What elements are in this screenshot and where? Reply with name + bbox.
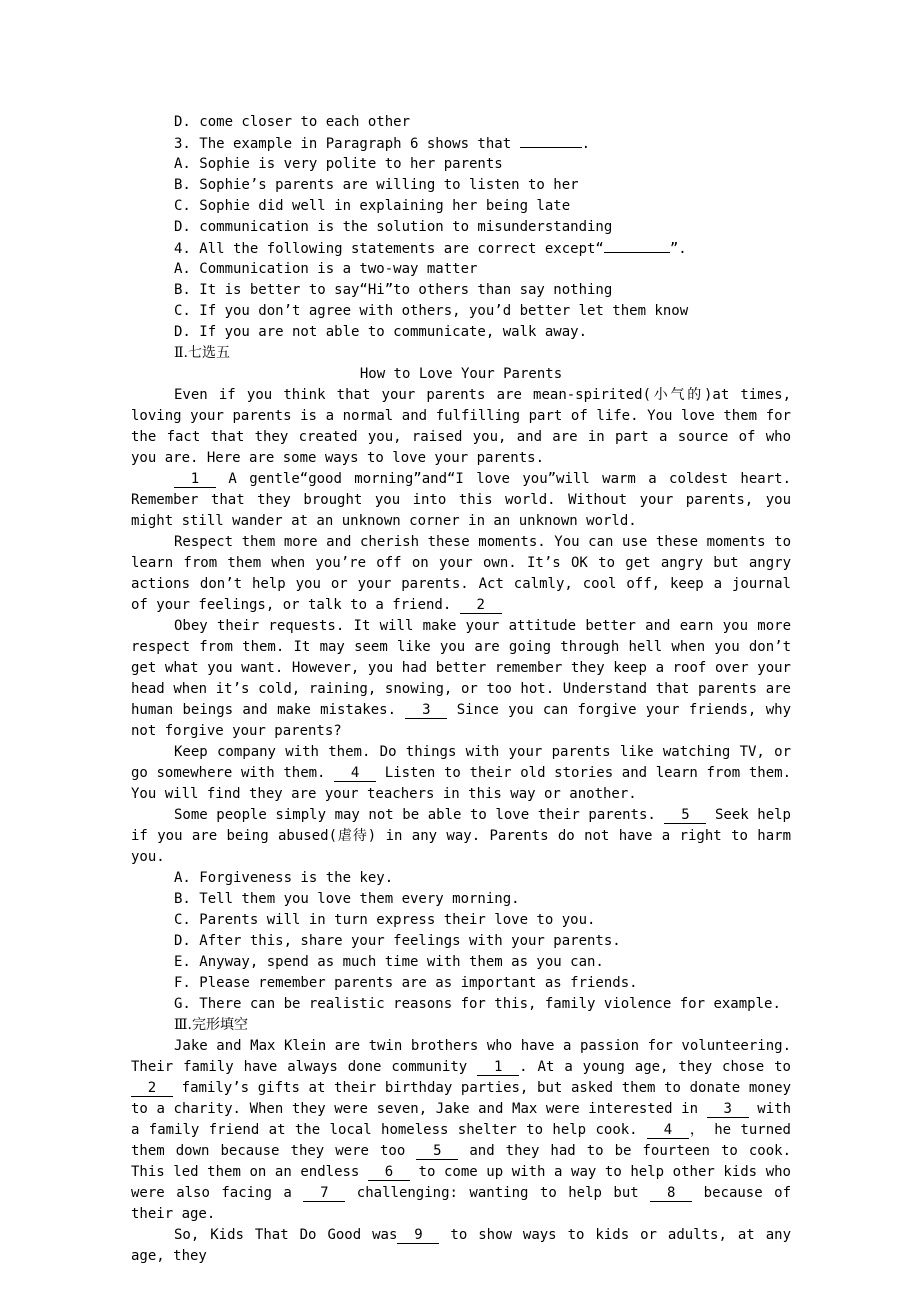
answer-blank[interactable]: 7: [303, 1185, 345, 1202]
document-page: [131, 112, 791, 1267]
question-4-stem-end: ”.: [669, 241, 687, 257]
paragraph-text: with a family friend at the local homeless shelter to help cook.: [131, 1101, 791, 1138]
paragraph-text-tail: Since you can forgive your friends, why not forgive your parents?: [131, 702, 791, 739]
answer-blank[interactable]: 5: [664, 807, 706, 824]
question-4-option-d: D. If you are not able to communicate, walk away.: [174, 324, 588, 340]
paragraph-text: A gentle“good morning”and“I love you”will warm a coldest heart. Remember that they brought you into this world. Without your parents, you might still wander at an unknown corner in an unknown world.: [131, 471, 791, 529]
prev-option-d: D. come closer to each other: [174, 114, 411, 130]
paragraph-text: So, Kids That Do Good was: [174, 1227, 398, 1243]
answer-blank[interactable]: 2: [131, 1080, 173, 1097]
choice-option-a: A. Forgiveness is the key.: [174, 870, 394, 886]
choice-option-e: E. Anyway, spend as much time with them as you can.: [174, 954, 604, 970]
answer-blank[interactable]: 3: [707, 1101, 749, 1118]
answer-blank[interactable]: 4: [647, 1122, 689, 1139]
question-4-stem-text: 4. All the following statements are correct except“: [174, 241, 604, 257]
answer-blank[interactable]: [520, 133, 582, 148]
question-4-stem: [131, 238, 791, 259]
passage-paragraph-2: [131, 469, 791, 532]
question-3-option-a: A. Sophie is very polite to her parents: [174, 156, 503, 172]
paragraph-text: to show ways to kids or adults, at any age, they: [131, 1227, 791, 1264]
section-3-heading: Ⅲ.完形填空: [174, 1017, 248, 1033]
question-3-option-c: C. Sophie did well in explaining her being late: [174, 198, 571, 214]
choice-option-d: D. After this, share your feelings with your parents.: [174, 933, 621, 949]
paragraph-text-tail: Seek help if you are being abused(虐待) in any way. Parents do not have a right to harm you.: [131, 807, 791, 865]
question-4-option-c: C. If you don’t agree with others, you’d better let them know: [174, 303, 689, 319]
passage-paragraph-4: [131, 616, 791, 742]
answer-blank[interactable]: 8: [650, 1185, 692, 1202]
question-3-option-d: D. communication is the solution to misunderstanding: [174, 219, 613, 235]
answer-blank[interactable]: 6: [368, 1164, 410, 1181]
paragraph-text: . At a young age, they chose to: [519, 1059, 791, 1075]
paragraph-text: and they had to be fourteen to cook. This led them on an endless: [131, 1143, 791, 1180]
passage-paragraph-3: [131, 532, 791, 616]
answer-blank[interactable]: [604, 238, 670, 253]
paragraph-text: to come up with a way to help other kids who were also facing a: [131, 1164, 791, 1201]
passage-paragraph-6: [131, 805, 791, 868]
cloze-paragraph-1: [131, 1036, 791, 1225]
cloze-paragraph-2: [131, 1225, 791, 1267]
answer-blank[interactable]: 2: [460, 597, 502, 614]
answer-blank[interactable]: 1: [477, 1059, 519, 1076]
answer-blank[interactable]: 5: [416, 1143, 458, 1160]
question-3-stem-text: 3. The example in Paragraph 6 shows that: [174, 136, 520, 152]
paragraph-text-tail: Listen to their old stories and learn from them. You will find they are your teachers in this way or another.: [131, 765, 791, 802]
paragraph-text: Jake and Max Klein are twin brothers who have a passion for volunteering. Their family have always done community: [131, 1038, 791, 1075]
paragraph-text: ， he turned them down because they were too: [131, 1122, 791, 1159]
choice-option-g: G. There can be realistic reasons for this, family violence for example.: [174, 996, 781, 1012]
question-4-option-a: A. Communication is a two-way matter: [174, 261, 478, 277]
question-4-option-b: B. It is better to say“Hi”to others than say nothing: [174, 282, 613, 298]
answer-blank[interactable]: 1: [174, 471, 216, 488]
answer-blank[interactable]: 9: [397, 1227, 439, 1244]
passage-paragraph-5: [131, 742, 791, 805]
answer-blank[interactable]: 3: [405, 702, 447, 719]
choice-option-c: C. Parents will in turn express their love to you.: [174, 912, 596, 928]
paragraph-text: Respect them more and cherish these moments. You can use these moments to learn from them when you’re off on your own. It’s OK to get angry but angry actions don’t help you or your parents. Act calmly, cool off, keep a journal of your feelings, or talk to a friend.: [131, 534, 791, 613]
choice-option-f: F. Please remember parents are as important as friends.: [174, 975, 638, 991]
passage-paragraph-1: Even if you think that your parents are mean-spirited(小气的)at times, loving your parents is a normal and fulfilling part of life. You love them for the fact that they created you, raised you, and are in part a source of who you are. Here are some ways to love your parents.: [131, 387, 791, 466]
paragraph-text: Some people simply may not be able to love their parents.: [174, 807, 665, 823]
answer-blank[interactable]: 4: [334, 765, 376, 782]
paragraph-text: Obey their requests. It will make your attitude better and earn you more respect from them. It may seem like you are going through hell when you don’t get what you want. However, you had better remember they keep a roof over your head when it’s cold, raining, snowing, or too hot. Understand that parents are human beings and make mistakes.: [131, 618, 791, 718]
paragraph-text: challenging: wanting to help but: [345, 1185, 651, 1201]
question-3-stem: [131, 133, 791, 154]
passage-title: How to Love Your Parents: [359, 366, 563, 382]
section-2-heading: Ⅱ.七选五: [174, 345, 230, 361]
question-3-option-b: B. Sophie’s parents are willing to listen to her: [174, 177, 579, 193]
paragraph-text: because of their age.: [131, 1185, 791, 1222]
paragraph-text: Keep company with them. Do things with your parents like watching TV, or go somewhere with them.: [131, 744, 791, 781]
choice-option-b: B. Tell them you love them every morning.: [174, 891, 520, 907]
paragraph-text: family’s gifts at their birthday parties, but asked them to donate money to a charity. When they were seven, Jake and Max were interested in: [131, 1080, 791, 1117]
question-3-stem-end: .: [581, 136, 591, 152]
